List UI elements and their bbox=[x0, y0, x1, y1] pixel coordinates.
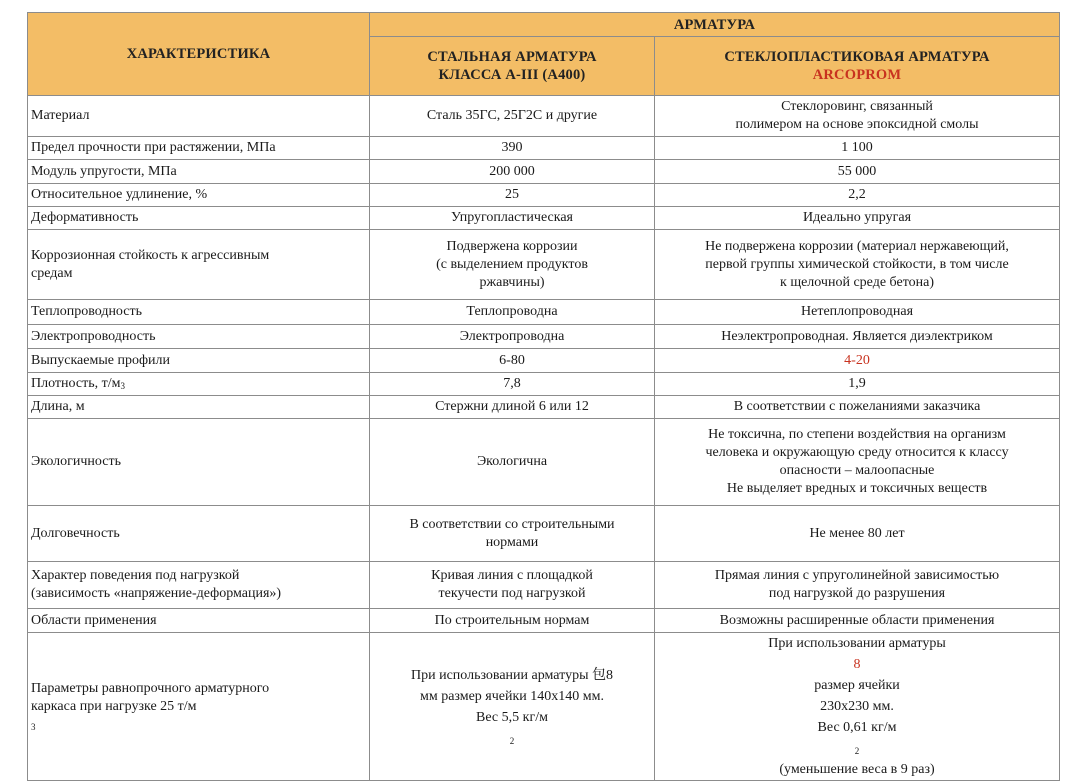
cell-name bbox=[28, 349, 370, 373]
cell-line: 6-80 bbox=[499, 352, 525, 368]
cell-line: Электропроводна bbox=[459, 328, 565, 344]
cell-line: Кривая линия с площадкой bbox=[431, 568, 593, 583]
cell-steel bbox=[370, 230, 655, 300]
cell-line: 7,8 bbox=[503, 376, 521, 391]
cell-line: Вес 5,5 кг/м $_2$ bbox=[476, 709, 548, 746]
cell-line: 230х230 мм. bbox=[820, 699, 894, 714]
cell-line: Идеально упругая bbox=[802, 210, 912, 225]
cell-line: 390 bbox=[501, 140, 523, 155]
cell-glass bbox=[655, 609, 1060, 633]
cell-line: Не подвержена коррозии (материал нержавеющий, bbox=[705, 238, 1009, 254]
cell-name bbox=[28, 419, 370, 506]
cell-line: По строительным нормам bbox=[434, 612, 590, 628]
cell-line: Деформативность bbox=[31, 210, 139, 225]
cell-glass bbox=[655, 506, 1060, 562]
cell-steel bbox=[370, 506, 655, 562]
cell-steel bbox=[370, 419, 655, 506]
table-row bbox=[28, 325, 1060, 349]
superscript: 2 bbox=[854, 746, 860, 756]
cell-steel bbox=[370, 137, 655, 160]
cell-line: (с выделением продуктов bbox=[436, 256, 588, 272]
cell-line: Коррозионная стойкость к агрессивным bbox=[31, 247, 270, 263]
cell-line: В соответствии с пожеланиями заказчика bbox=[733, 399, 981, 414]
cell-glass bbox=[655, 349, 1060, 373]
cell-line: к щелочной среде бетона) bbox=[780, 274, 934, 290]
cell-line: Не менее 80 лет bbox=[809, 525, 905, 541]
cell-line: нормами bbox=[485, 534, 539, 550]
cell-name bbox=[28, 230, 370, 300]
cell-line: под нагрузкой до разрушения bbox=[768, 586, 946, 601]
table-row bbox=[28, 96, 1060, 137]
table-row bbox=[28, 207, 1060, 230]
cell-glass bbox=[655, 373, 1060, 396]
cell-line: первой группы химической стойкости, в том числе bbox=[705, 256, 1009, 272]
cell-line: 200 000 bbox=[489, 163, 535, 179]
cell-steel bbox=[370, 609, 655, 633]
cell-glass bbox=[655, 160, 1060, 184]
cell-line: Экологична bbox=[476, 454, 548, 469]
cell-line: Теплопроводность bbox=[31, 304, 142, 319]
cell-line: Подвержена коррозии bbox=[446, 238, 578, 254]
header-steel bbox=[370, 37, 655, 96]
cell-steel bbox=[370, 396, 655, 419]
cell-glass bbox=[655, 96, 1060, 137]
cell-line: Предел прочности при растяжении, МПа bbox=[31, 140, 276, 155]
cell-line: средам bbox=[31, 265, 73, 281]
header-steel-line1: СТАЛЬНАЯ АРМАТУРА bbox=[427, 49, 597, 65]
cell-line: Теплопроводна bbox=[466, 304, 558, 319]
cell-glass bbox=[655, 230, 1060, 300]
cell-name bbox=[28, 184, 370, 207]
cell-line: Не выделяет вредных и токсичных веществ bbox=[726, 481, 988, 496]
superscript: 3 bbox=[120, 381, 125, 391]
cell-line: Плотность, т/м bbox=[31, 376, 121, 391]
table-row-parameters bbox=[28, 633, 1060, 781]
cell-name bbox=[28, 325, 370, 349]
cell-line: При использовании арматуры 8 размер ячейки bbox=[658, 633, 1056, 696]
superscript: 3 bbox=[31, 721, 36, 732]
cell-steel bbox=[370, 373, 655, 396]
cell-steel bbox=[370, 325, 655, 349]
cell-line: 55 000 bbox=[837, 163, 877, 179]
cell-glass bbox=[655, 396, 1060, 419]
cell-steel bbox=[370, 300, 655, 325]
cell-glass bbox=[655, 325, 1060, 349]
table-row bbox=[28, 609, 1060, 633]
cell-line: Параметры равнопрочного арматурного bbox=[31, 680, 270, 696]
cell-line bbox=[31, 375, 366, 393]
cell-line: Прямая линия с упруголинейной зависимостью bbox=[714, 568, 1000, 583]
cell-line: Сталь 35ГС, 25Г2С и другие bbox=[426, 108, 598, 123]
cell-glass bbox=[655, 419, 1060, 506]
cell-line: ржавчины) bbox=[479, 274, 545, 290]
cell-line: При использовании арматуры 包8 bbox=[410, 667, 613, 683]
cell-line: опасности – малоопасные bbox=[779, 463, 935, 478]
cell-name bbox=[28, 609, 370, 633]
cell-line: Относительное удлинение, % bbox=[31, 187, 208, 202]
table-row bbox=[28, 419, 1060, 506]
table-row bbox=[28, 160, 1060, 184]
cell-steel bbox=[370, 184, 655, 207]
cell-line: Выпускаемые профили bbox=[31, 352, 170, 368]
cell-name bbox=[28, 506, 370, 562]
cell-line: 1,9 bbox=[848, 376, 866, 391]
comparison-table bbox=[27, 12, 1060, 781]
cell-line: Стеклоровинг, связанный bbox=[781, 99, 933, 114]
cell-line: 2,2 bbox=[848, 187, 866, 202]
cell-line: 4-20 bbox=[844, 352, 870, 368]
header-glass-line1: СТЕКЛОПЛАСТИКОВАЯ АРМАТУРА bbox=[724, 49, 990, 65]
cell-line: Материал bbox=[31, 108, 90, 123]
cell-steel bbox=[370, 160, 655, 184]
cell-line: Модуль упругости, МПа bbox=[31, 163, 177, 179]
cell-glass bbox=[655, 184, 1060, 207]
cell-line: Долговечность bbox=[31, 525, 120, 541]
cell-steel bbox=[370, 96, 655, 137]
cell-glass bbox=[655, 562, 1060, 609]
cell-line: Характер поведения под нагрузкой bbox=[31, 568, 240, 583]
table-row bbox=[28, 300, 1060, 325]
cell-line: Длина, м bbox=[31, 399, 85, 414]
cell-name bbox=[28, 373, 370, 396]
cell-line: Экологичность bbox=[31, 454, 121, 469]
cell-line: полимером на основе эпоксидной смолы bbox=[735, 117, 979, 132]
cell-glass bbox=[655, 633, 1060, 781]
cell-name bbox=[28, 633, 370, 781]
cell-line: 1 100 bbox=[841, 140, 873, 155]
cell-glass bbox=[655, 137, 1060, 160]
table-row bbox=[28, 562, 1060, 609]
header-glass-brand: ARCOPROM bbox=[812, 67, 902, 83]
cell-steel bbox=[370, 207, 655, 230]
cell-glass bbox=[655, 300, 1060, 325]
cell-name bbox=[28, 137, 370, 160]
cell-name bbox=[28, 300, 370, 325]
cell-steel bbox=[370, 562, 655, 609]
accent-number: 8 bbox=[853, 657, 861, 672]
header-steel-line2: КЛАССА А-III (А400) bbox=[438, 67, 586, 83]
cell-line: Нетеплопроводная bbox=[801, 304, 914, 319]
table-row bbox=[28, 349, 1060, 373]
cell-line: Области применения bbox=[31, 612, 157, 628]
table-row bbox=[28, 396, 1060, 419]
cell-line: 25 bbox=[505, 187, 519, 202]
cell-line: человека и окружающую среду относится к классу bbox=[705, 445, 1009, 460]
cell-name bbox=[28, 96, 370, 137]
cell-line: Возможны расширенные области применения bbox=[719, 612, 995, 628]
table-row bbox=[28, 506, 1060, 562]
cell-name bbox=[28, 396, 370, 419]
cell-line: мм размер ячейки 140х140 мм. bbox=[419, 688, 605, 704]
cell-line: (зависимость «напряжение-деформация») bbox=[31, 586, 282, 601]
superscript: 2 bbox=[509, 735, 515, 746]
cell-steel bbox=[370, 349, 655, 373]
cell-line: Не токсична, по степени воздействия на организм bbox=[708, 427, 1006, 442]
cell-steel bbox=[370, 633, 655, 781]
header-characteristic: ХАРАКТЕРИСТИКА bbox=[28, 13, 370, 96]
cell-name bbox=[28, 562, 370, 609]
table-row bbox=[28, 373, 1060, 396]
table-row bbox=[28, 184, 1060, 207]
cell-glass bbox=[655, 207, 1060, 230]
table-row bbox=[28, 137, 1060, 160]
cell-line: текучести под нагрузкой bbox=[438, 586, 586, 601]
table-row bbox=[28, 230, 1060, 300]
header-group: АРМАТУРА bbox=[370, 13, 1060, 37]
cell-line: Электропроводность bbox=[31, 328, 156, 344]
cell-line: В соответствии со строительными bbox=[409, 516, 615, 532]
cell-line: Упругопластическая bbox=[451, 210, 573, 225]
cell-line: Стержни длиной 6 или 12 bbox=[435, 399, 589, 414]
header-glass bbox=[655, 37, 1060, 96]
cell-line: каркаса при нагрузке 25 т/м $_3$ bbox=[31, 698, 197, 732]
cell-line: Неэлектропроводная. Является диэлектриком bbox=[721, 328, 993, 344]
cell-name bbox=[28, 207, 370, 230]
cell-name bbox=[28, 160, 370, 184]
cell-line: Вес 0,61 кг/м $_2$ (уменьшение веса в 9 раз) bbox=[779, 720, 935, 777]
